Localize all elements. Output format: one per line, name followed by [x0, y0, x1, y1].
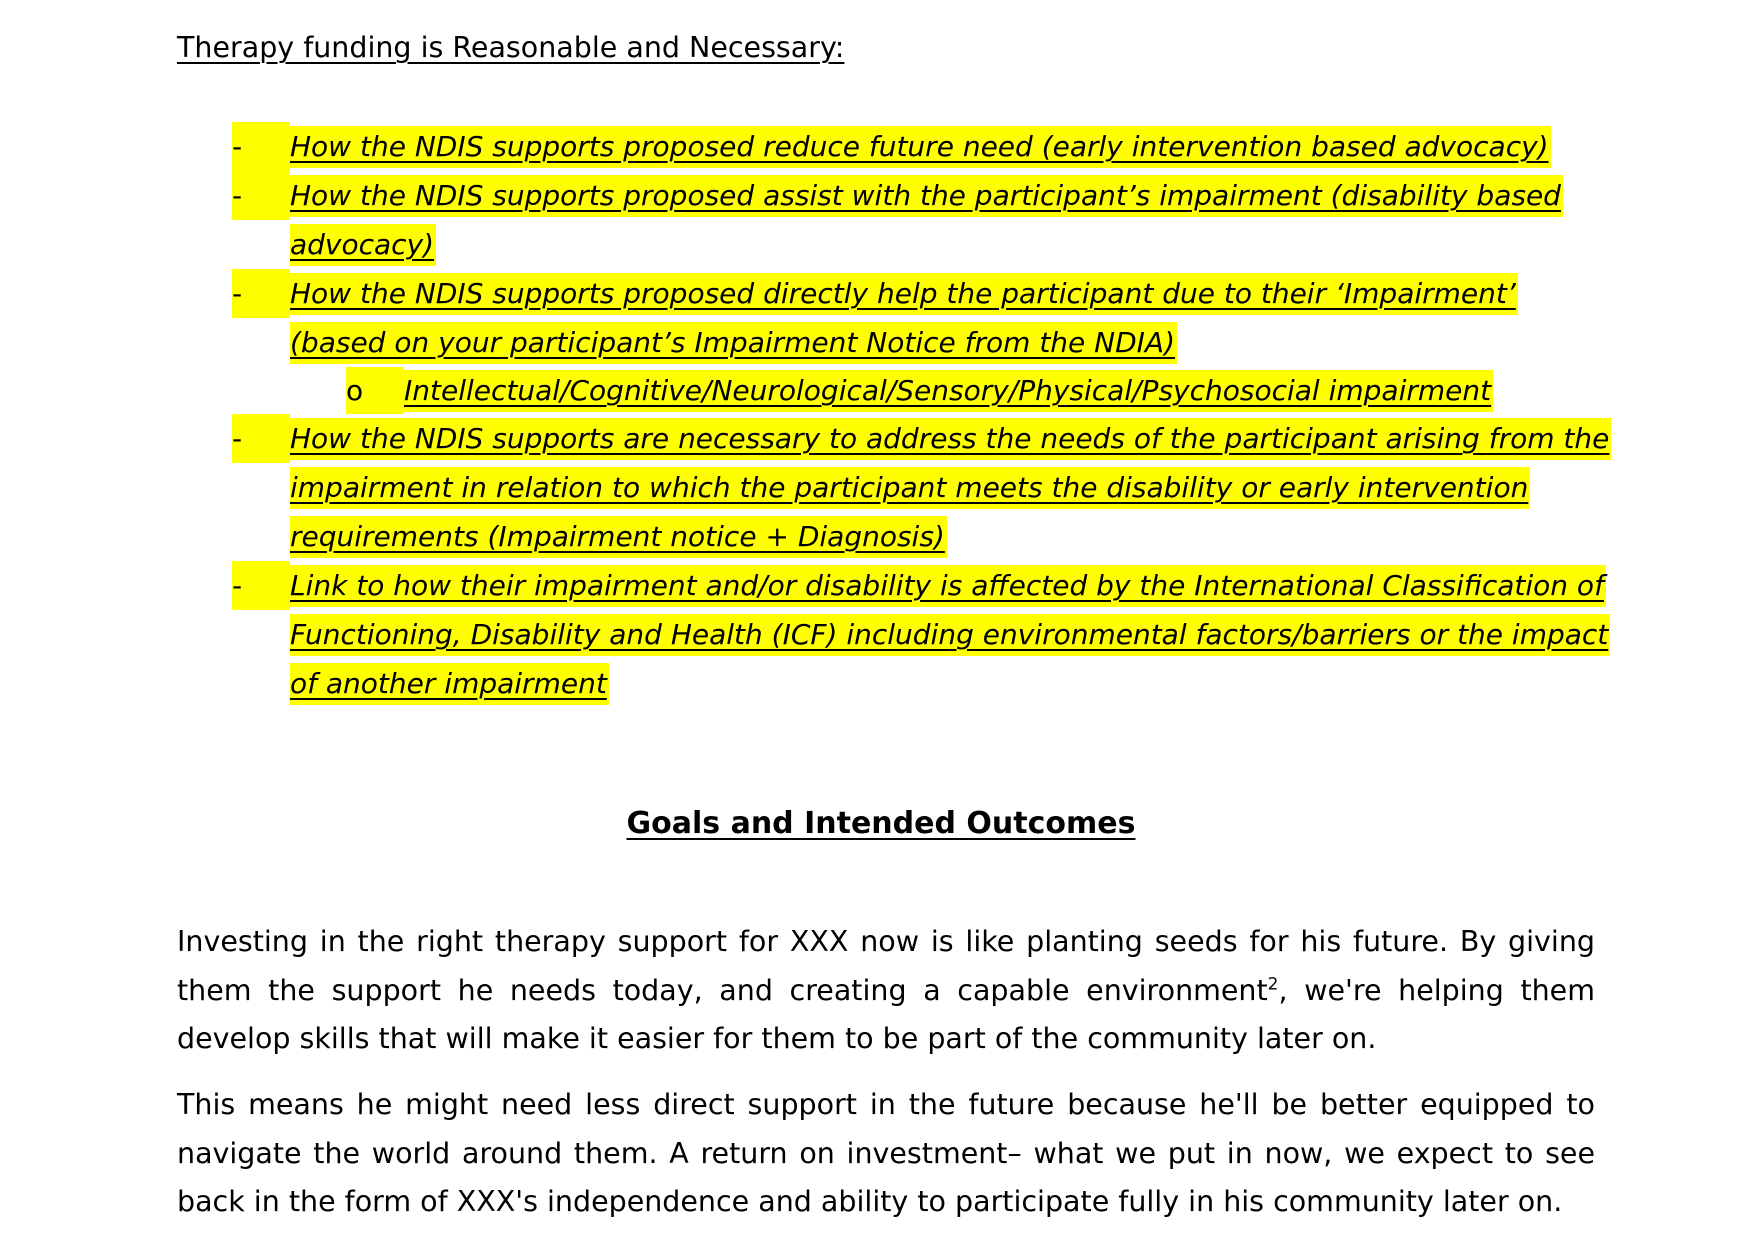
bullet-marker: - [232, 414, 290, 463]
list-item-text: How the NDIS supports are necessary to address the needs of the participant arising from the impairment in relation to which the participant meets the disability or early intervention requirements (Impairment notice + Diagnosis) [290, 418, 1611, 558]
bullet-marker: - [232, 561, 290, 610]
bullet-marker: - [232, 122, 290, 171]
list-item-text: How the NDIS supports proposed directly help the participant due to their ‘Impairment’ (based on your participant’s Impairment Notice from the NDIA) [290, 273, 1518, 364]
list-item [232, 269, 1612, 367]
bullet-marker: - [232, 171, 290, 220]
sub-list-item [232, 367, 1612, 414]
paragraph-investment [177, 918, 1595, 1064]
list-item [232, 414, 1612, 561]
reasonable-necessary-heading: Therapy funding is Reasonable and Necessary: [177, 31, 845, 64]
list-item-text: Link to how their impairment and/or disability is affected by the International Classification of Functioning, Disability and Health (ICF) including environmental factors/barriers or the impact of another impairment [290, 565, 1610, 705]
paragraph-text: Investing in the right therapy support for XXX now is like planting seeds for his future. By giving them the support he needs today, and creating a capable environment [177, 925, 1595, 1007]
list-item [232, 171, 1612, 269]
list-item-text: How the NDIS supports proposed assist with the participant’s impairment (disability based advocacy) [290, 175, 1563, 266]
paragraph-text: , we're helping them develop skills that will make it easier for them to be part of the community later on. [177, 973, 1595, 1055]
list-item [232, 561, 1612, 708]
sub-list-item-text: Intellectual/Cognitive/Neurological/Sensory/Physical/Psychosocial impairment [404, 370, 1493, 412]
footnote-reference[interactable]: 2 [1267, 974, 1279, 994]
criteria-list [232, 122, 1612, 708]
bullet-marker: - [232, 269, 290, 318]
list-item-text: How the NDIS supports proposed reduce future need (early intervention based advocacy) [290, 126, 1551, 168]
section-title: Goals and Intended Outcomes [626, 806, 1136, 841]
paragraph-return-on-investment: This means he might need less direct support in the future because he'll be better equipped to navigate the world around them. A return on investment– what we put in now, we expect to see back in the form of XXX's independence and ability to participate fully in his community later on. [177, 1088, 1595, 1218]
sub-bullet-marker: o [346, 367, 404, 414]
list-item [232, 122, 1612, 171]
